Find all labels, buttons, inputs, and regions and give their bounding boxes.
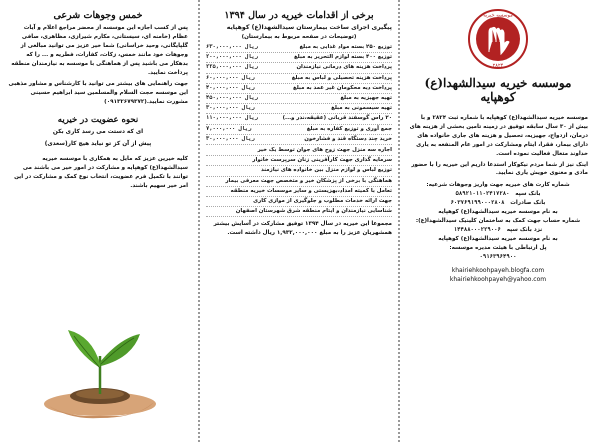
expense-row [206,94,392,104]
expense-label: جمع آوری و توزیع کفاره به مبلغ [306,125,392,132]
card-bank: بانک صادرات [510,200,546,207]
logo-top-text: موسسه خیریه [483,12,513,19]
hesab-bank: نزد بانک سپه [506,227,543,234]
logo-bottom-text: ۲۸۲۴ [492,63,504,69]
card-bank: بانک سپه [515,191,541,198]
charity-logo-icon [467,8,529,70]
director-phone: ۰۹۱۶۳۹۶۴۹۰۰ [479,254,517,261]
expense-label: پرداخت هزینه تحصیلی و لباس به مبلغ [291,74,392,81]
left-column [0,0,198,442]
account-owner: به نام موسسه خیریه سیدالشهدا(ع) کوهپایه [438,209,558,216]
khums-text: پس از کسب اجازه این موسسه از محضر مراجع اعلام و آیات عظام (خامنه ای، سیستانی، مکارم شیرازی، مظاهری، صافی گلپایگانی، وحید خراسانی) شما خیر عزیز می توانید مبالغی از وجوهات خود مانند خمس، زکات، کفارات، فطریه و ... را که بدهکار می باشید پس از هماهنگی با موسسه به نیازمندان منطقه پرداخت نمایید. [11,25,188,76]
membership-text: کلیه خیرین عزیز که مایل به همکاری با موسسه خیریه سیدالشهدا(ع) کوهپایه و مشارکت در امور خیر می باشند می توانند با تکمیل فرم عضویت، انتخاب نوع کمک و مشارکت در این امر خیر سهیم باشند. [14,156,188,189]
card-row [408,190,588,199]
activity-item: هماهنگی با برخی از پزشکان خیر و متخصص جهت معرفی بیمار [206,177,392,187]
poem-line-1: ای که دستت می رسد کاری بکن [52,129,144,136]
expense-amount: ۴۵۰,۰۰۰,۰۰۰ ریال [206,95,258,102]
activity-item: توزیع لباس و لوازم منزل بین خانواده های نیازمند [206,166,392,176]
right-column [398,0,596,442]
hesab-row [408,226,588,235]
activity-list [206,146,392,217]
hospital-line-2: (توضیحات در صفحه مربوط به بیمارستان) [241,34,357,40]
expense-row [206,63,392,73]
blog-link[interactable]: khairiehkoohpayeh.blogfa.com [451,267,545,275]
contact-text: جهت راهنمایی های بیشتر می توانید با کارشناس و مشاور مذهبی این موسسه حجت السلام والمسلمین سید ابراهیم حسینی مشورت نمایید.(۰۹۱۳۲۶۷۹۳۷۲) [8,81,188,106]
logo [408,8,588,70]
card-number: ۶۰۳۷۶۹۱۹۹۰۰۰۲۸۰۸ [450,200,505,207]
expense-label: تهیه جهیزیه به مبلغ [340,95,392,102]
expense-label: تهیه سیسمونی به مبلغ [331,105,392,112]
expense-label: پرداخت هزینه های درمانی نیازمندان [296,64,392,71]
expense-amount: ۶۰,۰۰۰,۰۰۰ ریال [206,74,255,81]
expense-row [206,135,392,145]
expense-label: پرداخت دیه محکومان غیر عمد به مبلغ [293,84,392,91]
hands-plant-image [28,308,168,426]
expense-row [206,53,392,63]
membership-heading: نحوه عضویت در خیریه [57,115,139,126]
activity-item: شناسایی نیازمندان و ایتام منطقه شرق شهرستان اصفهان [206,207,392,217]
expense-label: خرید چند دستگاه قند و فشارخون [304,135,392,142]
expense-list [206,43,392,145]
hesab-owner: به نام موسسه خیریه سیدالشهدا(ع) کوهپایه [438,236,558,243]
org-title: موسسه خیریه سیدالشهدا(ع) کوهپایه [424,76,572,104]
expense-amount: ۱۱۰,۰۰۰,۰۰۰ ریال [206,115,258,122]
middle-column [198,0,398,442]
expense-amount: ۳۰,۰۰۰,۰۰۰ ریال [206,105,255,112]
accounts-heading: شماره کارت های خیریه جهت واریز وجوهات شرعیه: [426,182,570,189]
expense-amount: ۲۲۵,۰۰۰,۰۰۰ ریال [206,64,258,71]
expense-amount: ۷,۰۰۰,۰۰۰ ریال [206,125,252,132]
email-link[interactable]: khairiehkoohpayeh@yahoo.com [449,276,547,284]
expense-amount: ۴۰,۰۰۰,۰۰۰ ریال [206,84,255,91]
expense-amount: ۶۳۰,۰۰۰,۰۰۰ ریال [206,44,258,50]
expense-row [206,114,392,124]
hesab-number: ۱۴۴۸۸۰۰۰۲۲۹۰۰۶ [453,227,501,234]
accounts-block [408,181,588,262]
expense-row [206,104,392,114]
expense-row [206,125,392,135]
poem-line-2: پیش از آن کز تو نیاید هیچ کار(سعدی) [44,141,152,148]
hesab-label: شماره حساب جهت کمک به ساختمان کلینیک سیدالشهدا(ع): [415,218,581,225]
khums-heading: خمس وجوهات شرعی [53,10,143,21]
thanks-text: اینک نیز از شما مردم نیکوکار استدعا داریم این خیریه را با حضور مادی و معنوی خویش یاری نمایید. [411,161,588,177]
expense-row [206,84,392,94]
expense-row [206,74,392,84]
expense-amount: ۳۰,۰۰۰,۰۰۰ ریال [206,135,255,142]
expense-label: توزیع ۴۰۰ بسته لوازم التحریر به مبلغ [293,54,392,61]
activity-item: اجاره سه منزل جهت زوج های جوان توسط یک خیر [206,146,392,156]
activity-item: تعامل با کمیته امداد،بهزیستی و سایر موسسات خیریه منطقه [206,187,392,197]
expense-amount: ۲۰۰,۰۰۰,۰۰۰ ریال [206,54,258,61]
card-number: ۵۸۹۲۱۰۱۱۰۲۴۱۷۲۸۰ [455,191,510,198]
expense-label: توزیع ۲۵۰ بسته مواد غذایی به مبلغ [299,44,392,50]
activity-item: سرمایه گذاری جهت کارآفرینی زنان سرپرست خانوار [206,156,392,166]
activity-item: جهت ارائه خدمات مطلوب و جلوگیری از موازی کاری [206,197,392,207]
intro-text: موسسه خیریه سیدالشهدا(ع) کوهپایه با شماره ثبت ۲۸۲۴ و با بیش از ۳۰ سال سابقه توفیق در زمینه تامین بخشی از هزینه های درمان، ازدواج، جهیزیه، تحصیل و هزینه های جاری خانواده های دارای بیمار، فقرا، ایتام ومشارکت در امور عام المنفعه به یاری خداوند متعال فعالیت نموده است. [409,115,588,157]
expense-row [206,43,392,53]
hospital-line-1: پیگیری اجرای ساخت بیمارستان سیدالشهدا(ع) کوهپایه [226,24,392,31]
contact-links [408,266,588,284]
card-row [408,199,588,208]
director-label: پل ارتباطی با هیئت مدیره موسسه: [449,245,547,252]
summary-text: مجموعا این خیریه در سال ۱۳۹۴ توفیق مشارکت در آسایش بیشتر همشهریان عزیز را به مبلغ ۱,۹۳۲,۰۰۰,۰۰۰ ریال داشته است. [213,221,392,237]
activities-heading: برخی از اقدامات خیریه در سال ۱۳۹۴ [224,10,374,21]
expense-label: ۲۰ راس گوسفند قربانی (عقیقه،نذر و...) [282,115,392,122]
